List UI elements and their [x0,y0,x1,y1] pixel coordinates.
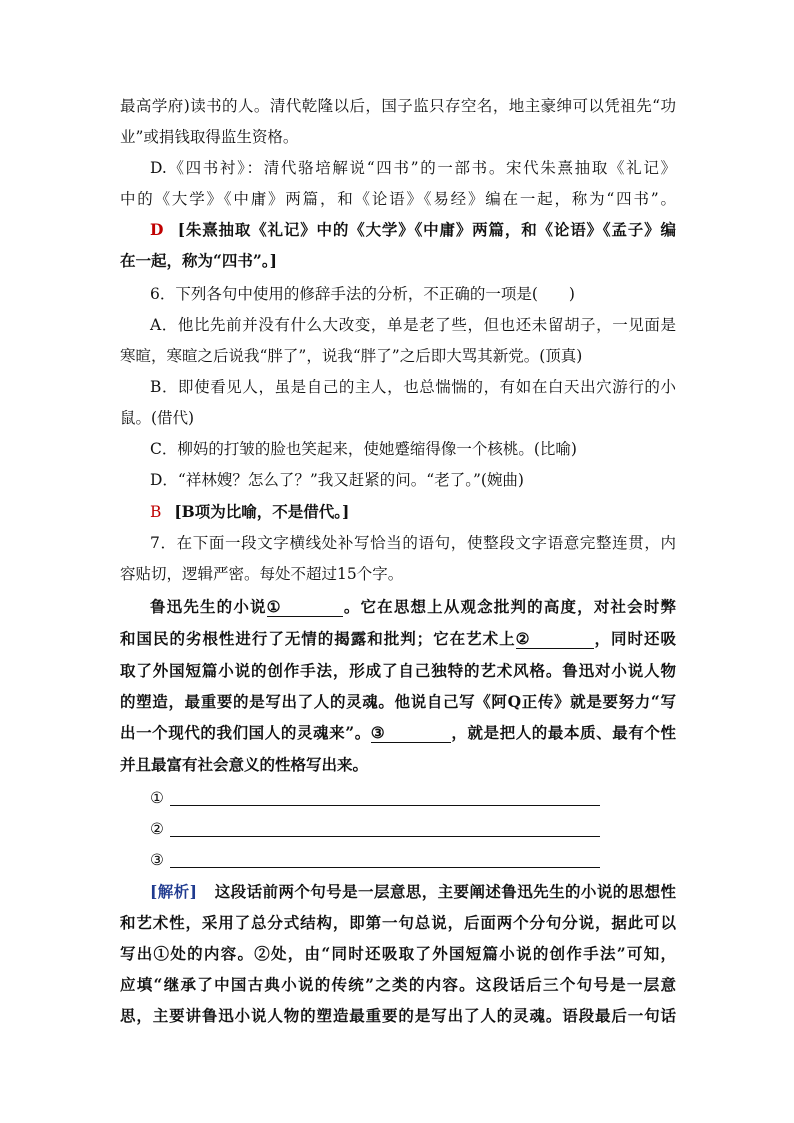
answer-line-q6 [150,502,676,522]
fill-blank-3: ③ [371,724,451,743]
passage-text: ，就是把人的最本质、最有个性 [450,723,676,742]
answer-line-q5 [150,220,676,240]
passage-line [150,597,676,617]
option-b-line: B．即使看见人，虽是自己的主人，也总惴惴的，有如在白天出穴游行的小 [150,378,676,396]
analysis-line: 应填“继承了中国古典小说的传统”之类的内容。这段话后三个句号是一层意 [120,975,676,994]
option-d-line: D.《四书衬》：清代骆培解说“四书”的一部书。宋代朱熹抽取《礼记》 [150,159,676,177]
option-c-line: C．柳妈的打皱的脸也笑起来，使她蹙缩得像一个核桃。(比喻) [150,440,577,458]
analysis-line: 思，主要讲鲁迅小说人物的塑造最重要的是写出了人的灵魂。语段最后一句话 [120,1006,676,1025]
option-d-line: D．“祥林嫂？怎么了？”我又赶紧的问。“老了。”(婉曲) [150,471,524,489]
passage-line [120,629,676,649]
passage-line: 的塑造，最重要的是写出了人的灵魂。他说自己写《阿Q正传》就是要努力“写 [120,692,676,711]
answer-explanation: [B项为比喻，不是借代。] [174,502,350,521]
answer-number: ② [150,820,164,838]
answer-number: ① [150,789,164,807]
answer-rule [170,836,600,837]
text-line: 鼠。(借代) [120,409,195,427]
answer-line-2 [150,819,600,839]
answer-rule [170,867,600,868]
passage-text: 。它在思想上从观念批判的高度，对社会时弊 [342,597,676,616]
answer-number: ③ [150,851,164,869]
text-line: 业”或捐钱取得监生资格。 [120,128,299,146]
analysis-line [150,882,676,902]
text-line: 寒暄，寒暄之后说我“胖了”，说我“胖了”之后即大骂其新党。(顶真) [120,347,583,365]
analysis-tag: [解析] [150,882,197,901]
question-7-stem: 7．在下面一段文字横线处补写恰当的语句，使整段文字语意完整连贯，内 [150,534,676,552]
text-line: 在一起，称为“四书”。] [120,251,277,270]
answer-letter: B [150,503,162,521]
passage-line [120,723,676,743]
answer-explanation: [朱熹抽取《礼记》中的《大学》《中庸》两篇，和《论语》《孟子》编 [177,220,676,239]
analysis-line: 写出①处的内容。②处，由“同时还吸取了外国短篇小说的创作手法”可知， [120,944,676,963]
answer-line-1 [150,788,600,808]
passage-text: ，同时还吸 [593,629,676,648]
answer-rule [170,805,600,806]
question-6-stem: 6．下列各句中使用的修辞手法的分析，不正确的一项是( ) [150,285,575,303]
passage-line: 并且最富有社会意义的性格写出来。 [120,755,369,774]
passage-text: 出一个现代的我们国人的灵魂来”。 [120,723,371,742]
text-line: 最高学府)读书的人。清代乾隆以后，国子监只存空名，地主豪绅可以凭祖先“功 [120,97,676,115]
text-line: 容贴切，逻辑严密。每处不超过15个字。 [120,565,404,583]
fill-blank-1: ① [267,598,343,617]
fill-blank-2: ② [516,630,594,649]
analysis-line: 和艺术性，采用了总分式结构，即第一句总说，后面两个分句分说，据此可以 [120,913,676,932]
analysis-text: 这段话前两个句号是一层意思，主要阐述鲁迅先生的小说的思想性 [214,882,676,901]
answer-line-3 [150,850,600,870]
option-a-line: A．他比先前并没有什么大改变，单是老了些，但也还未留胡子，一见面是 [150,316,676,334]
passage-text: 和国民的劣根性进行了无情的揭露和批判；它在艺术上 [120,629,516,648]
text-line: 中的《大学》《中庸》两篇，和《论语》《易经》编在一起，称为“四书”。 [120,190,676,208]
answer-letter: D [150,220,164,239]
passage-text: 鲁迅先生的小说 [150,597,267,616]
passage-line: 取了外国短篇小说的创作手法，形成了自己独特的艺术风格。鲁迅对小说人物 [120,661,676,680]
